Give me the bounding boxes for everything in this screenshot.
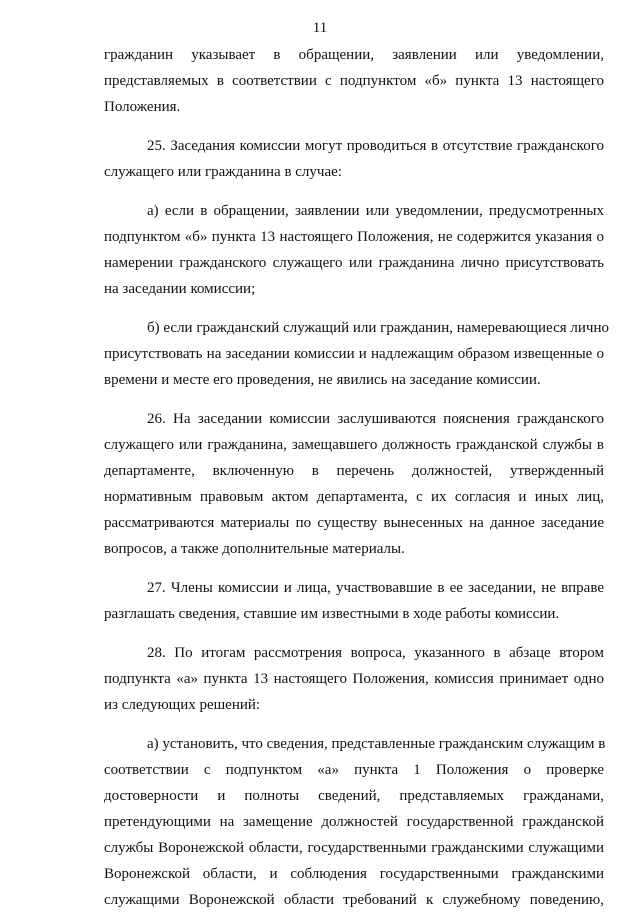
text-line: 26. На заседании комиссии заслушиваются пояснения гражданского — [147, 411, 604, 427]
paragraph — [104, 133, 604, 185]
text-line: департаменте, включенную в перечень должностей, утвержденный — [104, 463, 604, 479]
text-line: подпункта «а» пункта 13 настоящего Положения, комиссия принимает одно — [104, 671, 604, 687]
text-line: 27. Члены комиссии и лица, участвовавшие в ее заседании, не вправе — [147, 580, 604, 596]
text-line: намерении гражданского служащего или гражданина лично присутствовать — [104, 255, 604, 271]
text-line: 25. Заседания комиссии могут проводиться в отсутствие гражданского — [147, 138, 604, 154]
text-line: нормативным правовым актом департамента, с их согласия и иных лиц, — [104, 489, 604, 505]
paragraph-gap — [104, 393, 604, 406]
text-line: служащего или гражданина, замещавшего должность гражданской службы в — [104, 437, 604, 453]
text-line: подпунктом «б» пункта 13 настоящего Положения, не содержится указания о — [104, 229, 604, 245]
paragraph — [104, 42, 604, 120]
paragraph-gap — [104, 718, 604, 731]
text-line: времени и месте его проведения, не явились на заседание комиссии. — [104, 372, 541, 388]
text-line: Положения. — [104, 99, 181, 115]
text-line: представляемых в соответствии с подпунктом «б» пункта 13 настоящего — [104, 73, 604, 89]
text-line: на заседании комиссии; — [104, 281, 256, 297]
paragraph — [104, 315, 609, 393]
text-line: присутствовать на заседании комиссии и надлежащим образом извещенные о — [104, 346, 604, 362]
text-line: б) если гражданский служащий или гражданин, намеревающиеся лично — [147, 320, 609, 336]
paragraph — [104, 731, 604, 913]
text-line: рассматриваются материалы по существу вынесенных на данное заседание — [104, 515, 604, 531]
text-line: вопросов, а также дополнительные материалы. — [104, 541, 405, 557]
paragraph-gap — [104, 185, 604, 198]
paragraph-gap — [104, 562, 604, 575]
page-number: 11 — [312, 20, 328, 36]
paragraph-gap — [104, 627, 604, 640]
paragraph — [104, 640, 604, 718]
text-line: достоверности и полноты сведений, представляемых гражданами, — [104, 788, 604, 804]
text-line: из следующих решений: — [104, 697, 261, 713]
text-line: а) если в обращении, заявлении или уведомлении, предусмотренных — [147, 203, 604, 219]
paragraph-gap — [104, 302, 604, 315]
text-line: 28. По итогам рассмотрения вопроса, указанного в абзаце втором — [147, 645, 604, 661]
text-line: службы Воронежской области, государственными гражданскими служащими — [104, 840, 604, 856]
paragraph — [104, 198, 604, 302]
text-line: разглашать сведения, ставшие им известными в ходе работы комиссии. — [104, 606, 560, 622]
text-line: Воронежской области, и соблюдения государственными гражданскими — [104, 866, 604, 882]
text-line: гражданин указывает в обращении, заявлении или уведомлении, — [104, 47, 604, 63]
paragraph — [104, 406, 604, 562]
text-line: служащими Воронежской области требований к служебному поведению, — [104, 892, 604, 908]
paragraph-gap — [104, 120, 604, 133]
text-line: а) установить, что сведения, представленные гражданским служащим в — [147, 736, 606, 752]
document-body — [104, 42, 609, 913]
paragraph — [104, 575, 604, 627]
text-line: служащего или гражданина в случае: — [104, 164, 342, 180]
text-line: соответствии с подпунктом «а» пункта 1 Положения о проверке — [104, 762, 604, 778]
text-line: претендующими на замещение должностей государственной гражданской — [104, 814, 604, 830]
